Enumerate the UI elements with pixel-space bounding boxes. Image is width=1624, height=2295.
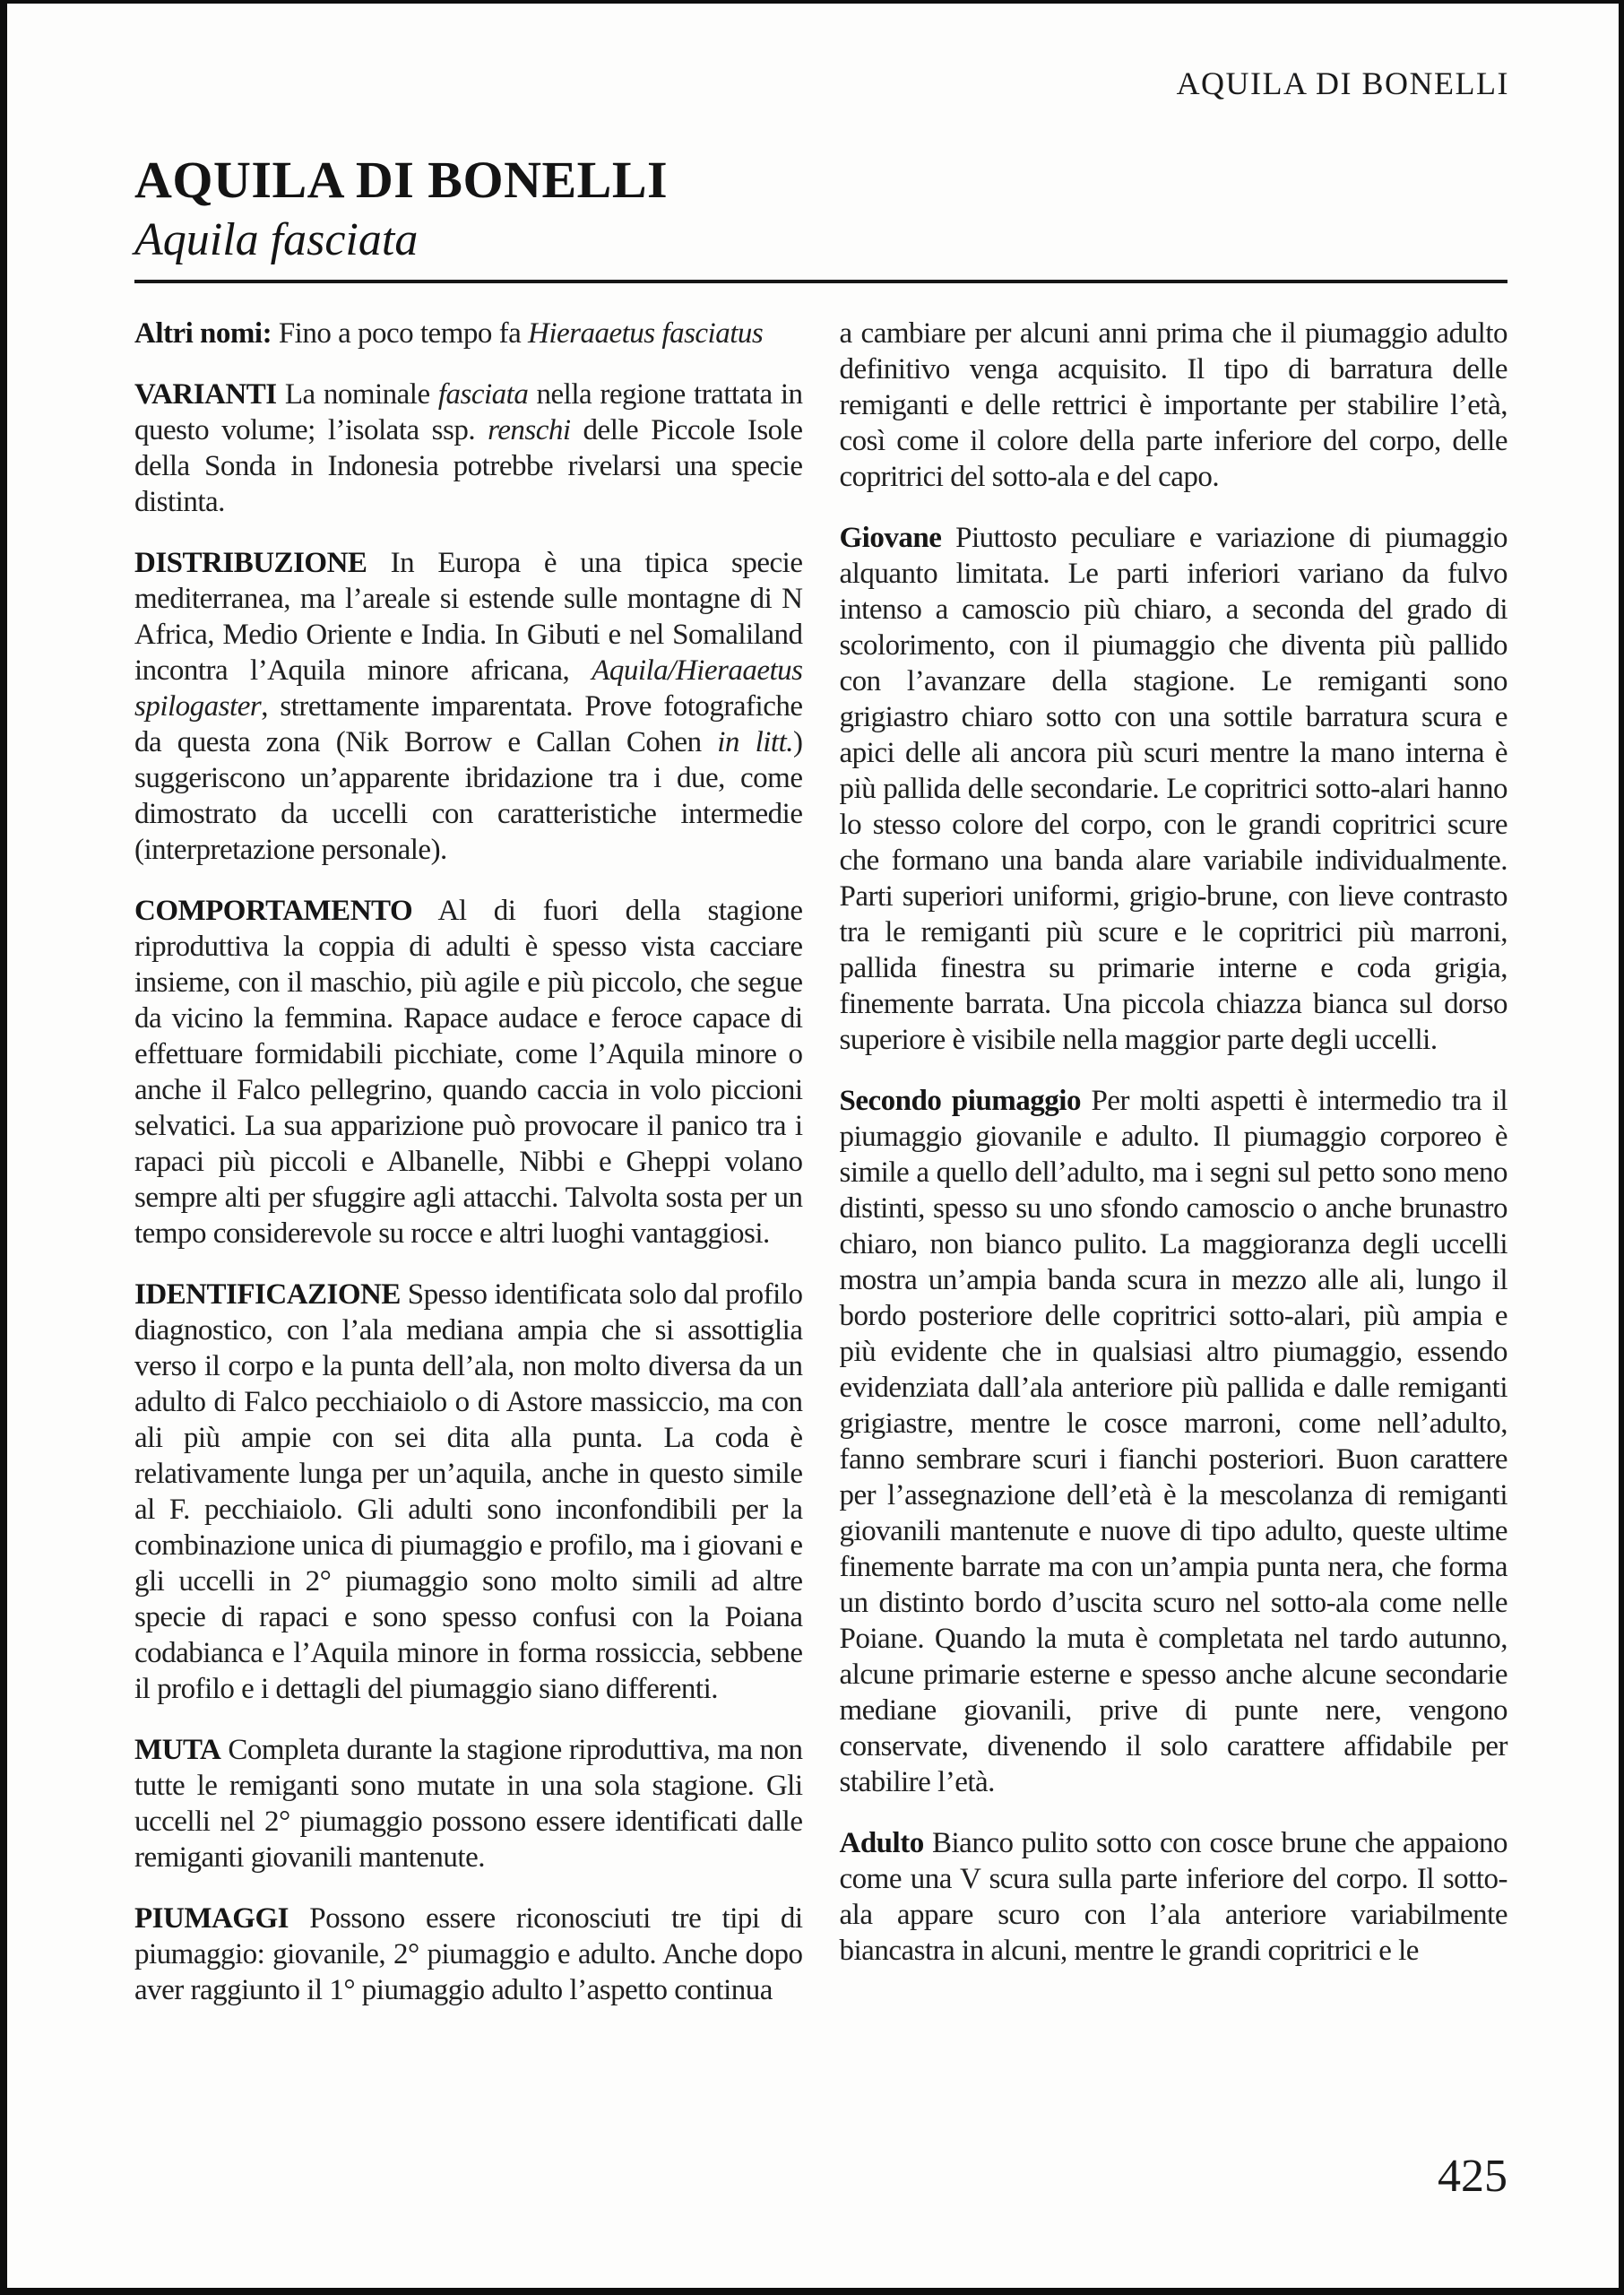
running-header: AQUILA DI BONELLI bbox=[1176, 65, 1509, 101]
italic-term: Hieraaetus fasciatus bbox=[528, 317, 764, 350]
italic-term: in litt. bbox=[717, 726, 793, 758]
paragraph bbox=[134, 545, 803, 868]
scan-edge-right bbox=[1619, 0, 1624, 2295]
scan-edge-top bbox=[0, 0, 1624, 4]
text-run: Fino a poco tempo fa bbox=[272, 317, 528, 350]
page-title: AQUILA DI BONELLI bbox=[134, 151, 669, 209]
text-run: In Europa è una tipica specie mediterranea, ma l’areale si estende sulle montagne di N Africa, Medio Oriente e India. In Gibuti e nel Somaliland incontra l’Aquila minore africana, bbox=[134, 547, 803, 687]
text-run: Spesso identificata solo dal profilo diagnostico, con l’ala mediana ampia che si assottiglia verso il corpo e la punta dell’ala, non molto diversa da un adulto di Falco pecchiaiolo o di Astore massiccio, ma con ali più ampie con sei dita alla punta. La coda è relativamente lunga per un’aquila, anche in questo simile al F. pecchiaiolo. Gli adulti sono inconfondibili per la combinazione unica di piumaggio e profilo, ma i giovani e gli uccelli in 2° piumaggio sono molto simili ad altre specie di rapaci e sono spesso confusi con la Poiana codabianca e l’Aquila minore in forma rossiccia, sebbene il profilo e i dettagli del piumaggio siano differenti. bbox=[134, 1278, 803, 1705]
paragraph bbox=[134, 1277, 803, 1707]
text-run: delle Piccole Isole della Sonda in Indonesia potrebbe rivelarsi una specie distinta. bbox=[134, 414, 803, 518]
paragraph bbox=[134, 1901, 803, 2008]
title-block bbox=[134, 151, 1507, 283]
right-column bbox=[840, 316, 1508, 2008]
paragraph bbox=[840, 1083, 1508, 1800]
section-lead-word: PIUMAGGI bbox=[134, 1902, 289, 1935]
species-scientific-name: Aquila fasciata bbox=[134, 214, 419, 265]
page-number: 425 bbox=[1438, 2151, 1507, 2202]
text-run: , strettamente imparentata. Prove fotografiche da questa zona (Nik Borrow e Callan Cohen bbox=[134, 690, 803, 758]
text-run: Per molti aspetti è intermedio tra il piumaggio giovanile e adulto. Il piumaggio corporeo è simile a quello dell’adulto, ma i segni sul petto sono meno distinti, spesso su uno sfondo camoscio o anche brunastro chiaro, non bianco pulito. La maggioranza degli uccelli mostra un’ampia banda scura in mezzo alle ali, lungo il bordo posteriore delle copritrici sotto-alari, più ampia e più evidente che in qualsiasi altro piumaggio, essendo evidenziata dall’ala anteriore più pallida e dalle remiganti grigiastre, mentre le cosce marroni, come nell’adulto, fanno sembrare scuri i fianchi posteriori. Buon carattere per l’assegnazione dell’età è la mescolanza di remiganti giovanili mantenute e nuove di tipo adulto, queste ultime finemente barrate ma con un’ampia punta nera, che forma un distinto bordo d’uscita scuro nel sotto-ala come nelle Poiane. Quando la muta è completata nel tardo autunno, alcune primarie esterne e spesso anche alcune secondarie mediane giovanili, prive di punte nere, vengono conservate, divenendo il solo carattere affidabile per stabilire l’età. bbox=[839, 1085, 1507, 1798]
italic-term: renschi bbox=[488, 414, 571, 446]
text-run: nella regione trattata in questo volume; l’isolata ssp. bbox=[134, 378, 803, 446]
scan-edge-bottom bbox=[0, 2288, 1624, 2295]
section-lead-word: MUTA bbox=[134, 1734, 221, 1766]
left-column bbox=[134, 316, 803, 2008]
text-run: a cambiare per alcuni anni prima che il piumaggio adulto definitivo venga acquisito. Il tipo di barratura delle remiganti e delle rettrici è importante per stabilire l’età, così come il colore della parte inferiore del corpo, delle copritrici del sotto-ala e del capo. bbox=[839, 317, 1507, 493]
paragraph bbox=[134, 377, 803, 520]
title-rule bbox=[134, 280, 1507, 283]
paragraph bbox=[840, 520, 1508, 1058]
section-lead-word: IDENTIFICAZIONE bbox=[134, 1278, 401, 1311]
text-run: Al di fuori della stagione riproduttiva la coppia di adulti è spesso vista cacciare insieme, con il maschio, più agile e più piccolo, che segue da vicino la femmina. Rapace audace e feroce capace di effettuare formidabili picchiate, come l’Aquila minore o anche il Falco pellegrino, quando caccia in volo piccioni selvatici. La sua apparizione può provocare il panico tra i rapaci più piccoli e Albanelle, Nibbi e Gheppi volano sempre alti per sfuggire agli attacchi. Talvolta sosta per un tempo considerevole su rocce e altri luoghi vantaggiosi. bbox=[134, 895, 803, 1250]
paragraph bbox=[134, 893, 803, 1251]
section-lead-word: VARIANTI bbox=[134, 378, 277, 411]
section-lead-word: Secondo piumaggio bbox=[839, 1085, 1081, 1117]
text-run: Possono essere riconosciuti tre tipi di piumaggio: giovanile, 2° piumaggio e adulto. Anche dopo aver raggiunto il 1° piumaggio adulto l’aspetto continua bbox=[134, 1902, 803, 2006]
italic-term: Aquila/Hieraaetus spilogaster bbox=[134, 654, 803, 723]
paragraph bbox=[840, 316, 1508, 495]
paragraph bbox=[134, 316, 803, 351]
section-lead-word: DISTRIBUZIONE bbox=[134, 547, 367, 579]
text-run: Piuttosto peculiare e variazione di piumaggio alquanto limitata. Le parti inferiori variano da fulvo intenso a camoscio più chiaro, a seconda del grado di scolorimento, con il piumaggio che diventa più pallido con l’avanzare della stagione. Le remiganti sono grigiastro chiaro sotto con una sottile barratura scura e apici delle ali ancora più scuri mentre la mano interna è più pallida delle secondarie. Le copritrici sotto-alari hanno lo stesso colore del corpo, con le grandi copritrici scure che formano una banda alare variabile individualmente. Parti superiori uniformi, grigio-brune, con lieve contrasto tra le remiganti più scure e le copritrici più marroni, pallida finestra su primarie interne e coda grigia, finemente barrata. Una piccola chiazza bianca sul dorso superiore è visibile nella maggior parte degli uccelli. bbox=[839, 522, 1507, 1056]
section-lead-word: Altri nomi: bbox=[134, 317, 272, 350]
italic-term: fasciata bbox=[437, 378, 529, 411]
section-lead-word: Adulto bbox=[839, 1827, 924, 1859]
section-lead-word: Giovane bbox=[839, 522, 942, 554]
text-run: La nominale bbox=[276, 378, 438, 411]
paragraph bbox=[840, 1825, 1508, 1969]
scan-edge-left bbox=[0, 0, 7, 2295]
text-run: Completa durante la stagione riproduttiva, ma non tutte le remiganti sono mutate in una sola stagione. Gli uccelli nel 2° piumaggio possono essere identificati dalle remiganti giovanili mantenute. bbox=[134, 1734, 803, 1874]
text-run: Bianco pulito sotto con cosce brune che appaiono come una V scura sulla parte inferiore del corpo. Il sotto-ala appare scuro con l’ala anteriore variabilmente biancastra in alcuni, mentre le grandi copritrici e le bbox=[839, 1827, 1507, 1967]
paragraph bbox=[134, 1732, 803, 1875]
text-run: ) suggeriscono un’apparente ibridazione tra i due, come dimostrato da uccelli con caratteristiche intermedie (interpretazione personale). bbox=[134, 726, 803, 866]
text-columns bbox=[134, 316, 1507, 2008]
section-lead-word: COMPORTAMENTO bbox=[134, 895, 413, 927]
